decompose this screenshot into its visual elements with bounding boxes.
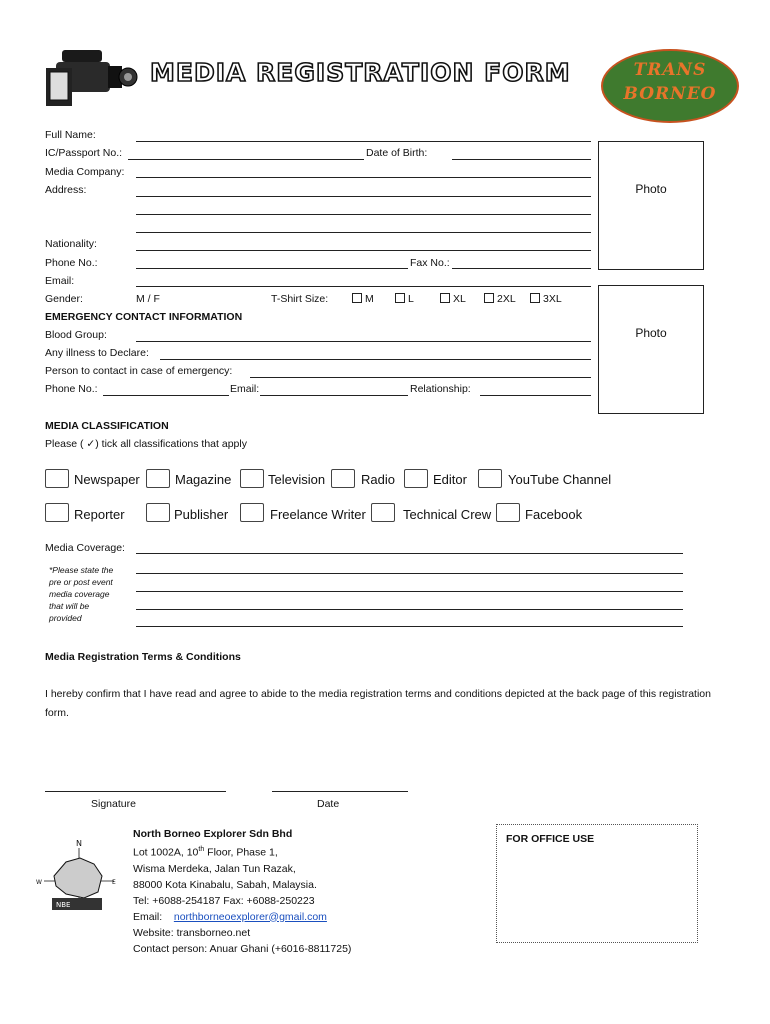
trans-borneo-logo [601,49,739,123]
size-xl-option[interactable] [440,293,466,305]
size-label: 3XL [543,293,562,305]
date-label: Date [317,798,340,810]
radio-label: Radio [361,472,395,487]
publisher-checkbox[interactable] [146,503,170,522]
size-label: 2XL [497,293,516,305]
newspaper-label: Newspaper [74,472,140,487]
company-tel-fax: Tel: +6088-254187 Fax: +6088-250223 [133,894,315,907]
email-field[interactable] [136,286,591,287]
size-2xl-option[interactable] [484,293,516,305]
media-coverage-field-5[interactable] [136,626,683,627]
photo-box-2[interactable] [598,285,704,414]
terms-text: I hereby confirm that I have read and agree to abide to the media registration terms and conditions depicted at the back page of this registration form. [45,688,711,719]
media-company-label: Media Company: [45,166,125,178]
size-label: M [365,293,374,305]
television-checkbox[interactable] [240,469,264,488]
address-field-2[interactable] [136,214,591,215]
radio-checkbox[interactable] [331,469,355,488]
office-use-label: FOR OFFICE USE [506,833,595,845]
media-company-field[interactable] [136,177,591,178]
gender-label: Gender: [45,293,83,305]
emergency-person-field[interactable] [250,377,591,378]
facebook-label: Facebook [525,507,583,522]
addr-sup: th [198,846,205,853]
addr-part: Lot 1002A, 10 [133,846,199,859]
freelance-writer-label: Freelance Writer [270,507,366,522]
coverage-note: *Please state the pre or post event media coverage that will be provided [49,565,114,623]
signature-label: Signature [91,798,136,810]
media-coverage-field-2[interactable] [136,573,683,574]
tshirt-label: T-Shirt Size: [271,293,329,305]
emergency-person-label: Person to contact in case of emergency: [45,365,233,377]
technical-crew-checkbox[interactable] [371,503,395,522]
phone-field[interactable] [136,268,408,269]
magazine-label: Magazine [175,472,232,487]
fax-label: Fax No.: [410,257,450,269]
media-coverage-field-4[interactable] [136,609,683,610]
blood-group-label: Blood Group: [45,329,107,341]
television-label: Television [268,472,326,487]
technical-crew-label: Technical Crew [403,507,492,522]
email-label: Email: [45,275,75,287]
size-l-option[interactable] [395,293,414,305]
address-label: Address: [45,184,87,196]
relationship-field[interactable] [480,395,591,396]
signature-field[interactable] [45,791,226,792]
company-contact: Contact person: Anuar Ghani (+6016-8811725) [133,942,352,955]
freelance-writer-checkbox[interactable] [240,503,264,522]
newspaper-checkbox[interactable] [45,469,69,488]
addr-part: Floor, Phase 1, [204,846,278,859]
email-label: Email: [133,910,163,923]
facebook-checkbox[interactable] [496,503,520,522]
phone-label: Phone No.: [45,257,98,269]
size-3xl-option[interactable] [530,293,562,305]
emergency-heading: EMERGENCY CONTACT INFORMATION [45,311,243,323]
youtube-channel-label: YouTube Channel [508,472,612,487]
illness-field[interactable] [160,359,591,360]
media-coverage-field-3[interactable] [136,591,683,592]
nationality-field[interactable] [136,250,591,251]
company-address-2: Wisma Merdeka, Jalan Tun Razak, [133,862,296,875]
reporter-label: Reporter [74,507,125,522]
full-name-label: Full Name: [45,129,96,141]
emergency-email-field[interactable] [260,395,408,396]
photo-label: Photo [635,182,667,196]
ic-passport-field[interactable] [128,159,364,160]
illness-label: Any illness to Declare: [45,347,149,359]
photo-box-1[interactable] [598,141,704,270]
address-field-3[interactable] [136,232,591,233]
nationality-label: Nationality: [45,238,97,250]
media-coverage-field-1[interactable] [136,553,683,554]
checkbox[interactable] [530,293,540,303]
photo-label: Photo [635,326,667,340]
publisher-label: Publisher [174,507,229,522]
company-email-row [133,909,351,925]
size-label: XL [453,293,466,305]
company-website: Website: transborneo.net [133,926,251,939]
svg-text:W: W [36,879,42,886]
compass-map-icon [36,836,122,918]
logo-line1: TRANS [633,60,707,80]
classification-instruction: Please ( ✓) tick all classifications that apply [45,438,247,450]
office-use-box [496,824,698,943]
size-label: L [408,293,414,305]
svg-text:E: E [112,879,116,886]
emergency-phone-label: Phone No.: [45,383,98,395]
svg-text:NBE: NBE [56,901,71,909]
terms-heading: Media Registration Terms & Conditions [45,651,241,663]
company-address-1 [133,842,351,861]
editor-checkbox[interactable] [404,469,428,488]
video-camera-icon [42,42,138,110]
checkbox[interactable] [352,293,362,303]
relationship-label: Relationship: [410,383,471,395]
checkbox[interactable] [395,293,405,303]
emergency-email-label: Email: [230,383,260,395]
company-name: North Borneo Explorer Sdn Bhd [133,828,293,840]
blood-group-field[interactable] [136,341,591,342]
address-field-1[interactable] [136,196,591,197]
dob-label: Date of Birth: [366,147,428,159]
magazine-checkbox[interactable] [146,469,170,488]
date-field[interactable] [272,791,408,792]
size-m-option[interactable] [352,293,374,305]
ic-passport-label: IC/Passport No.: [45,147,123,159]
fax-field[interactable] [452,268,591,269]
full-name-field[interactable] [136,141,591,142]
checkbox[interactable] [440,293,450,303]
emergency-phone-field[interactable] [103,395,229,396]
gender-options[interactable]: M / F [136,293,160,305]
checkbox[interactable] [484,293,494,303]
company-address-3: 88000 Kota Kinabalu, Sabah, Malaysia. [133,878,317,891]
company-email-link[interactable]: northborneoexplorer@gmail.com [173,910,327,923]
reporter-checkbox[interactable] [45,503,69,522]
logo-line2: BORNEO [623,84,717,104]
classification-heading: MEDIA CLASSIFICATION [45,420,169,432]
svg-text:N: N [76,839,82,848]
editor-label: Editor [433,472,467,487]
youtube-channel-checkbox[interactable] [478,469,502,488]
company-info [133,826,351,957]
form-title: MEDIA REGISTRATION FORM [150,58,571,87]
media-coverage-label: Media Coverage: [45,542,125,554]
dob-field[interactable] [452,159,591,160]
